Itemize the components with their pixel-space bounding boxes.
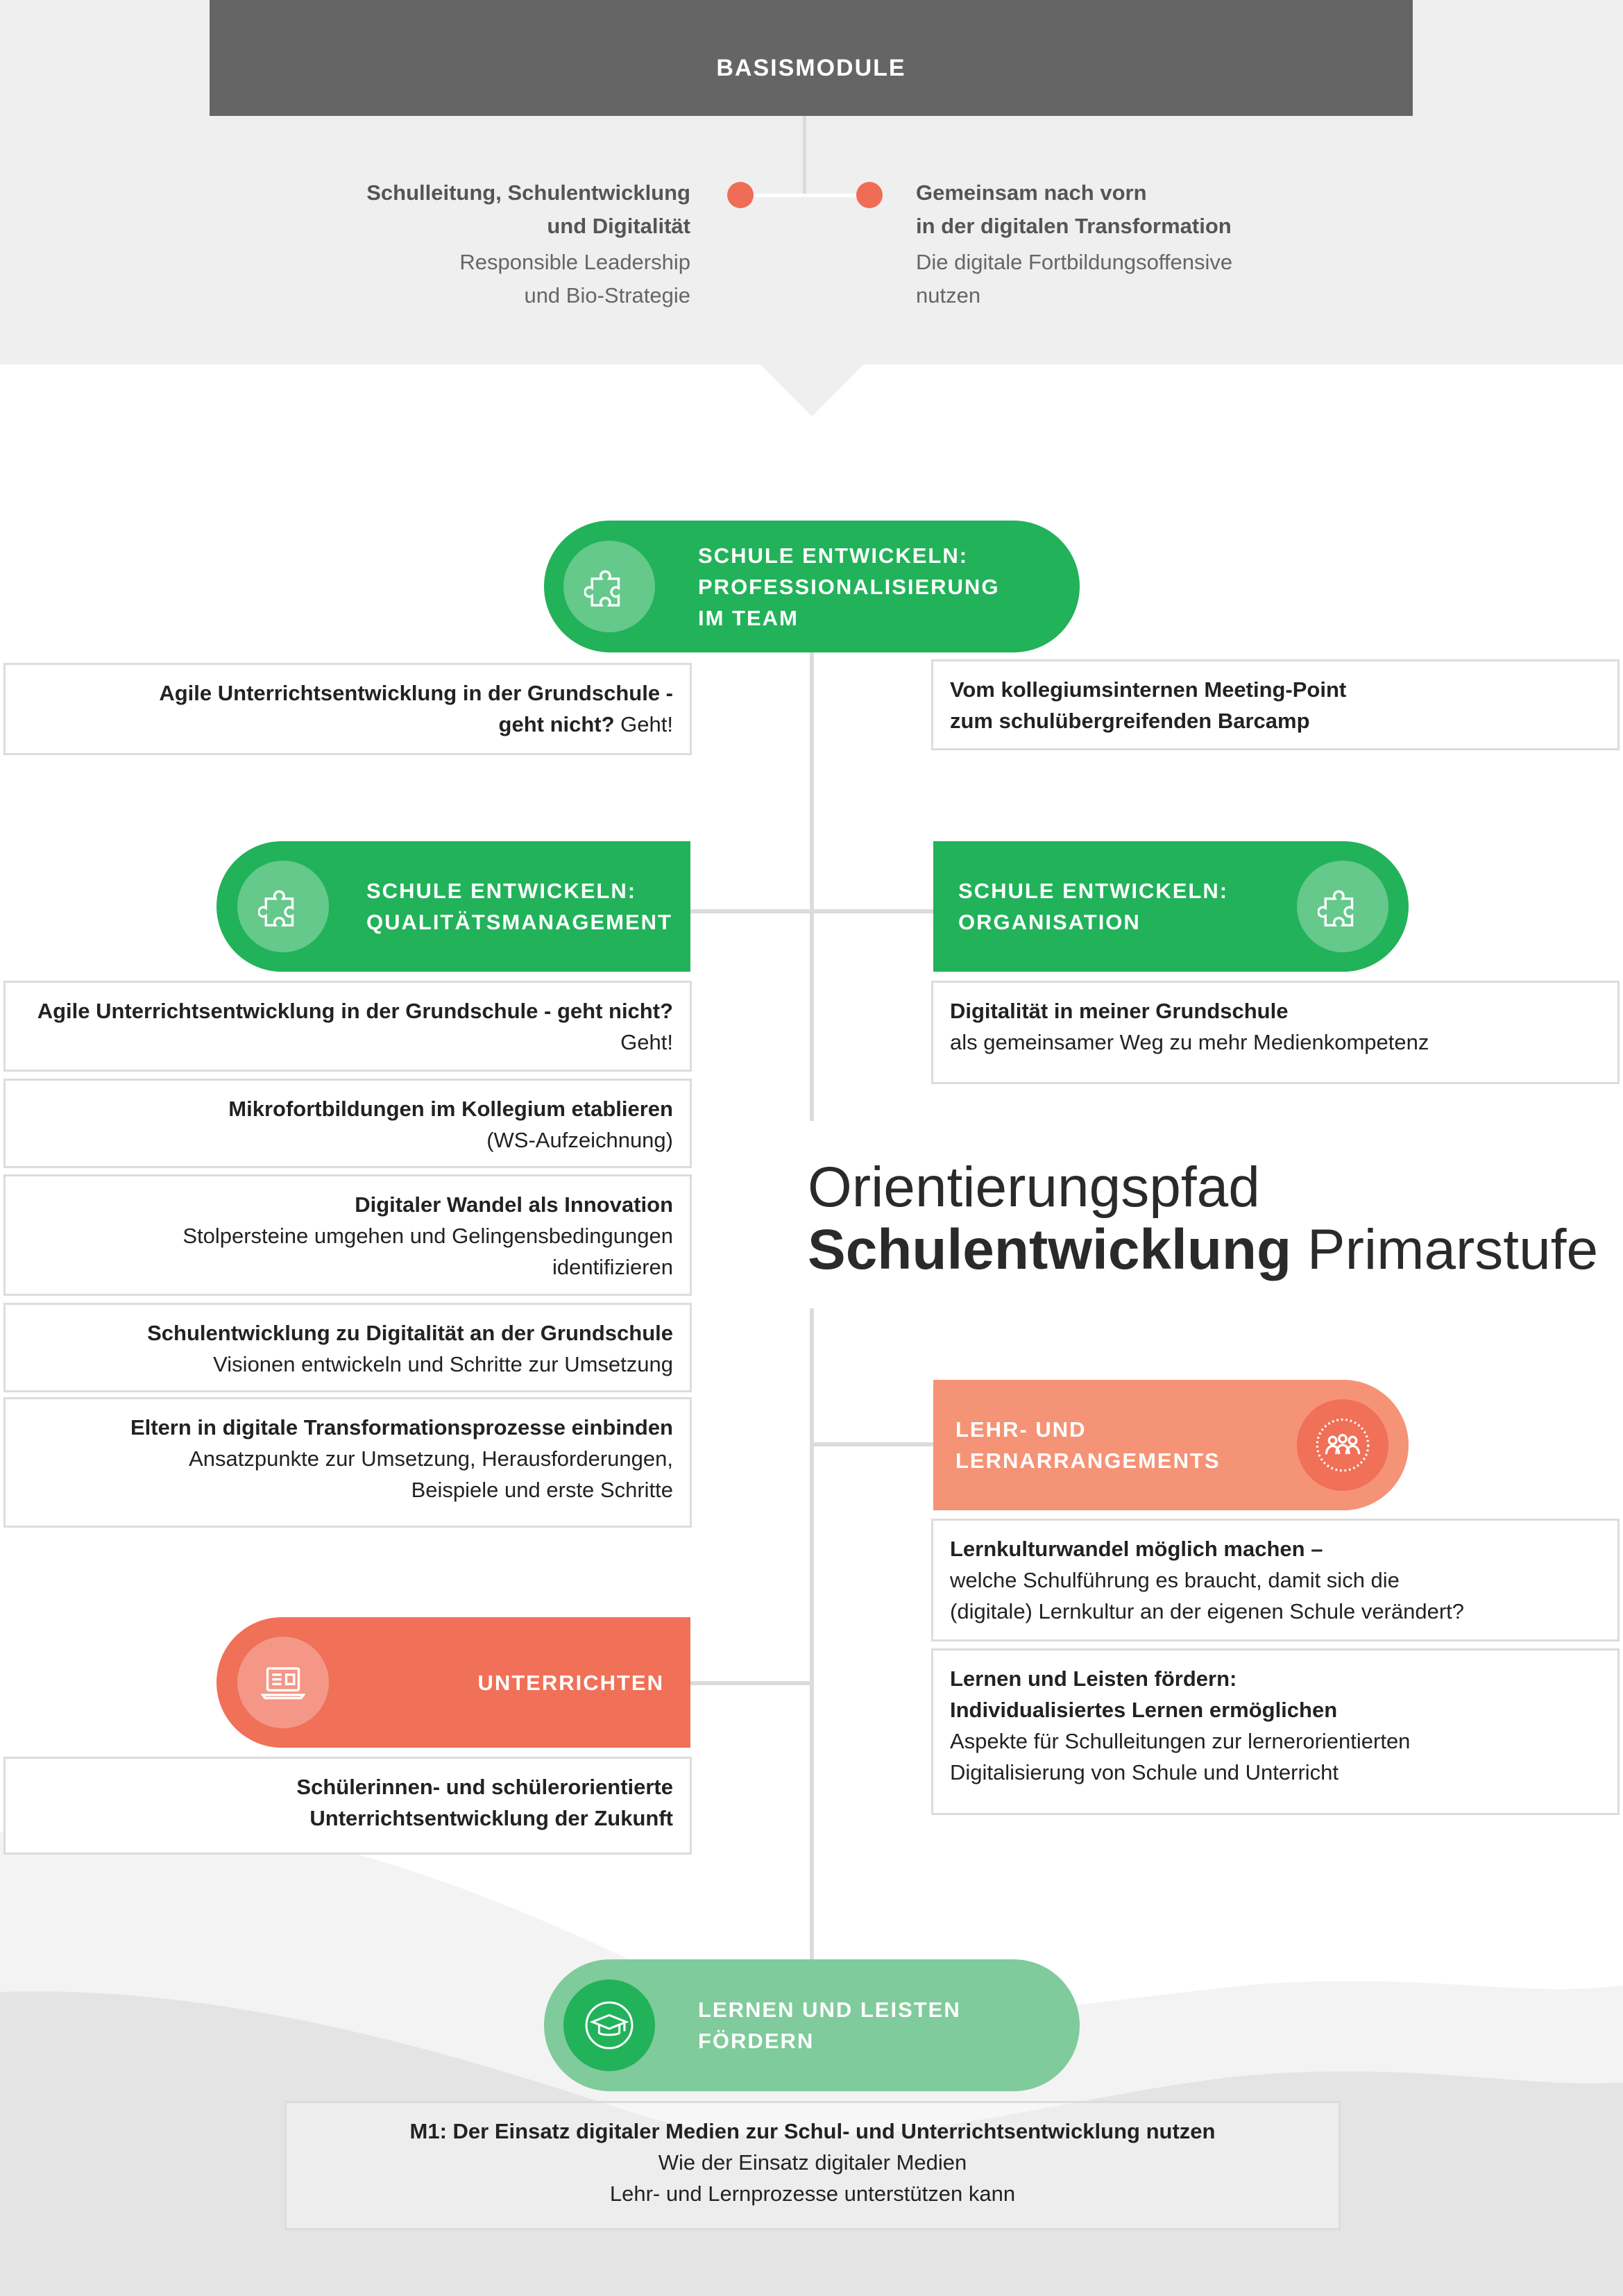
node-unterrichten-label: UNTERRICHTEN (477, 1670, 664, 1695)
laptop-icon (258, 1657, 308, 1707)
box-lehr-1[interactable] (931, 1519, 1620, 1641)
box-lehr-2[interactable] (931, 1648, 1620, 1815)
orientation-title-bold: Schulentwicklung (808, 1218, 1292, 1281)
box-qm-2[interactable] (3, 1079, 692, 1168)
box-org-1-text: als gemeinsamer Weg zu mehr Medienkompetenz (950, 1030, 1429, 1054)
basis-right-title-2: in der digitalen Transformation (916, 214, 1232, 238)
box-org-1[interactable] (931, 981, 1620, 1084)
box-unterrichten-1-title-2: Unterrichtsentwicklung der Zukunft (309, 1806, 673, 1830)
box-lehr-2-title: Lernen und Leisten fördern: (950, 1666, 1237, 1691)
orientation-title (808, 1156, 1620, 1281)
box-qm-5[interactable] (3, 1397, 692, 1528)
basis-left-title-2: und Digitalität (547, 214, 690, 238)
box-lehr-1-text-2: (digitale) Lernkultur an der eigenen Schule verändert? (950, 1599, 1465, 1623)
box-m1-text-2: Lehr- und Lernprozesse unterstützen kann (609, 2181, 1016, 2206)
basis-connector-horizontal (740, 194, 869, 197)
box-qm-1[interactable] (3, 981, 692, 1072)
orientation-title-line-1: Orientierungspfad (808, 1156, 1260, 1219)
node-org-label: SCHULE ENTWICKELN: ORGANISATION (958, 879, 1229, 934)
basis-right-title-1: Gemeinsam nach vorn (916, 180, 1147, 205)
node-lernen-label: LERNEN UND LEISTEN FÖRDERN (698, 1998, 961, 2053)
puzzle-icon (584, 562, 634, 611)
branch-unterrichten (690, 1681, 812, 1685)
node-team-label: SCHULE ENTWICKELN: PROFESSIONALISIERUNG IM TEAM (698, 543, 1000, 630)
box-qm-3-text-2: identifizieren (552, 1255, 673, 1279)
box-org-1-title: Digitalität in meiner Grundschule (950, 999, 1289, 1023)
basis-right-subtitle-1: Die digitale Fortbildungsoffensive (916, 250, 1233, 274)
node-lernen-icon-circle (563, 1980, 655, 2071)
box-qm-4-title: Schulentwicklung zu Digitalität an der Grundschule (147, 1321, 673, 1345)
box-qm-5-text: Ansatzpunkte zur Umsetzung, Herausforderungen, (189, 1446, 673, 1471)
node-team-icon-circle (563, 541, 655, 632)
basis-right-dot (856, 182, 883, 208)
node-org-icon-circle (1297, 861, 1388, 952)
basis-section-pointer (756, 361, 867, 416)
node-unterrichten[interactable] (216, 1617, 690, 1748)
node-lehr-icon-circle (1297, 1399, 1388, 1491)
box-lehr-2-text-2: Digitalisierung von Schule und Unterricht (950, 1760, 1339, 1784)
box-m1-title: M1: Der Einsatz digitaler Medien zur Schul- und Unterrichtsentwicklung nutzen (409, 2119, 1216, 2143)
box-qm-1-title: Agile Unterrichtsentwicklung in der Grundschule - geht nicht? (37, 999, 673, 1023)
box-lehr-2-text: Aspekte für Schulleitungen zur lernerorientierten (950, 1729, 1411, 1753)
box-lehr-1-text: welche Schulführung es braucht, damit sich die (950, 1568, 1400, 1592)
node-professionalisierung-im-team[interactable] (544, 521, 1080, 652)
trunk-lower (810, 1308, 814, 2009)
basis-right-subtitle-2: nutzen (916, 283, 981, 307)
box-unterrichten-1-title: Schülerinnen- und schülerorientierte (296, 1775, 673, 1799)
box-team-left-text: Geht! (614, 712, 673, 736)
orientation-title-line-2 (808, 1219, 1620, 1281)
box-lehr-2-title-2: Individualisiertes Lernen ermöglichen (950, 1698, 1338, 1722)
basis-left-dot (727, 182, 754, 208)
box-unterrichten-1[interactable] (3, 1757, 692, 1855)
box-team-left-title-2: geht nicht? (498, 712, 615, 736)
node-unterrichten-icon-circle (237, 1637, 329, 1728)
node-lehr-label: LEHR- UND LERNARRANGEMENTS (955, 1417, 1221, 1473)
orientation-title-rest: Primarstufe (1291, 1218, 1599, 1281)
basis-connector-vertical (803, 116, 806, 195)
box-qm-3[interactable] (3, 1174, 692, 1296)
basis-left-subtitle-1: Responsible Leadership (459, 250, 690, 274)
graduation-cap-icon (582, 1998, 636, 2052)
box-qm-4[interactable] (3, 1303, 692, 1392)
basis-left-title-1: Schulleitung, Schulentwicklung (366, 180, 690, 205)
node-organisation[interactable] (933, 841, 1409, 972)
box-team-right-title-2: zum schulübergreifenden Barcamp (950, 709, 1310, 733)
basis-left-subtitle-2: und Bio-Strategie (524, 283, 690, 307)
box-m1-text: Wie der Einsatz digitaler Medien (658, 2150, 967, 2175)
box-team-left[interactable] (3, 663, 692, 755)
node-lehr-und-lernarrangements[interactable] (933, 1380, 1409, 1510)
trunk-upper (810, 625, 814, 1121)
box-lehr-1-title: Lernkulturwandel möglich machen – (950, 1537, 1323, 1561)
box-qm-2-text: (WS-Aufzeichnung) (486, 1128, 673, 1152)
box-qm-3-title: Digitaler Wandel als Innovation (355, 1192, 673, 1217)
box-qm-4-text: Visionen entwickeln und Schritte zur Umsetzung (213, 1352, 673, 1376)
basis-title: BASISMODULE (716, 55, 906, 81)
node-qm-icon-circle (237, 861, 329, 952)
node-qm-label: SCHULE ENTWICKELN: QUALITÄTSMANAGEMENT (366, 879, 672, 934)
basis-header (210, 0, 1413, 116)
box-qm-3-text: Stolpersteine umgehen und Gelingensbedingungen (182, 1224, 673, 1248)
puzzle-icon (258, 881, 308, 931)
box-team-right[interactable] (931, 659, 1620, 750)
box-qm-5-text-2: Beispiele und erste Schritte (411, 1478, 673, 1502)
box-qm-2-title: Mikrofortbildungen im Kollegium etablieren (228, 1097, 673, 1121)
box-team-left-title: Agile Unterrichtsentwicklung in der Grundschule - (159, 681, 673, 705)
basis-right-module (916, 176, 1402, 312)
branch-lehr (812, 1442, 933, 1446)
branch-qm-org (690, 909, 933, 913)
box-m1[interactable] (284, 2101, 1341, 2230)
basis-left-module (278, 176, 690, 312)
box-team-right-title: Vom kollegiumsinternen Meeting-Point (950, 677, 1347, 702)
node-qualitaetsmanagement[interactable] (216, 841, 690, 972)
box-qm-1-text: Geht! (620, 1030, 673, 1054)
puzzle-icon (1318, 881, 1368, 931)
node-lernen-und-leisten-foerdern[interactable] (544, 1959, 1080, 2091)
group-icon (1314, 1416, 1372, 1474)
box-qm-5-title: Eltern in digitale Transformationsprozesse einbinden (130, 1415, 673, 1440)
